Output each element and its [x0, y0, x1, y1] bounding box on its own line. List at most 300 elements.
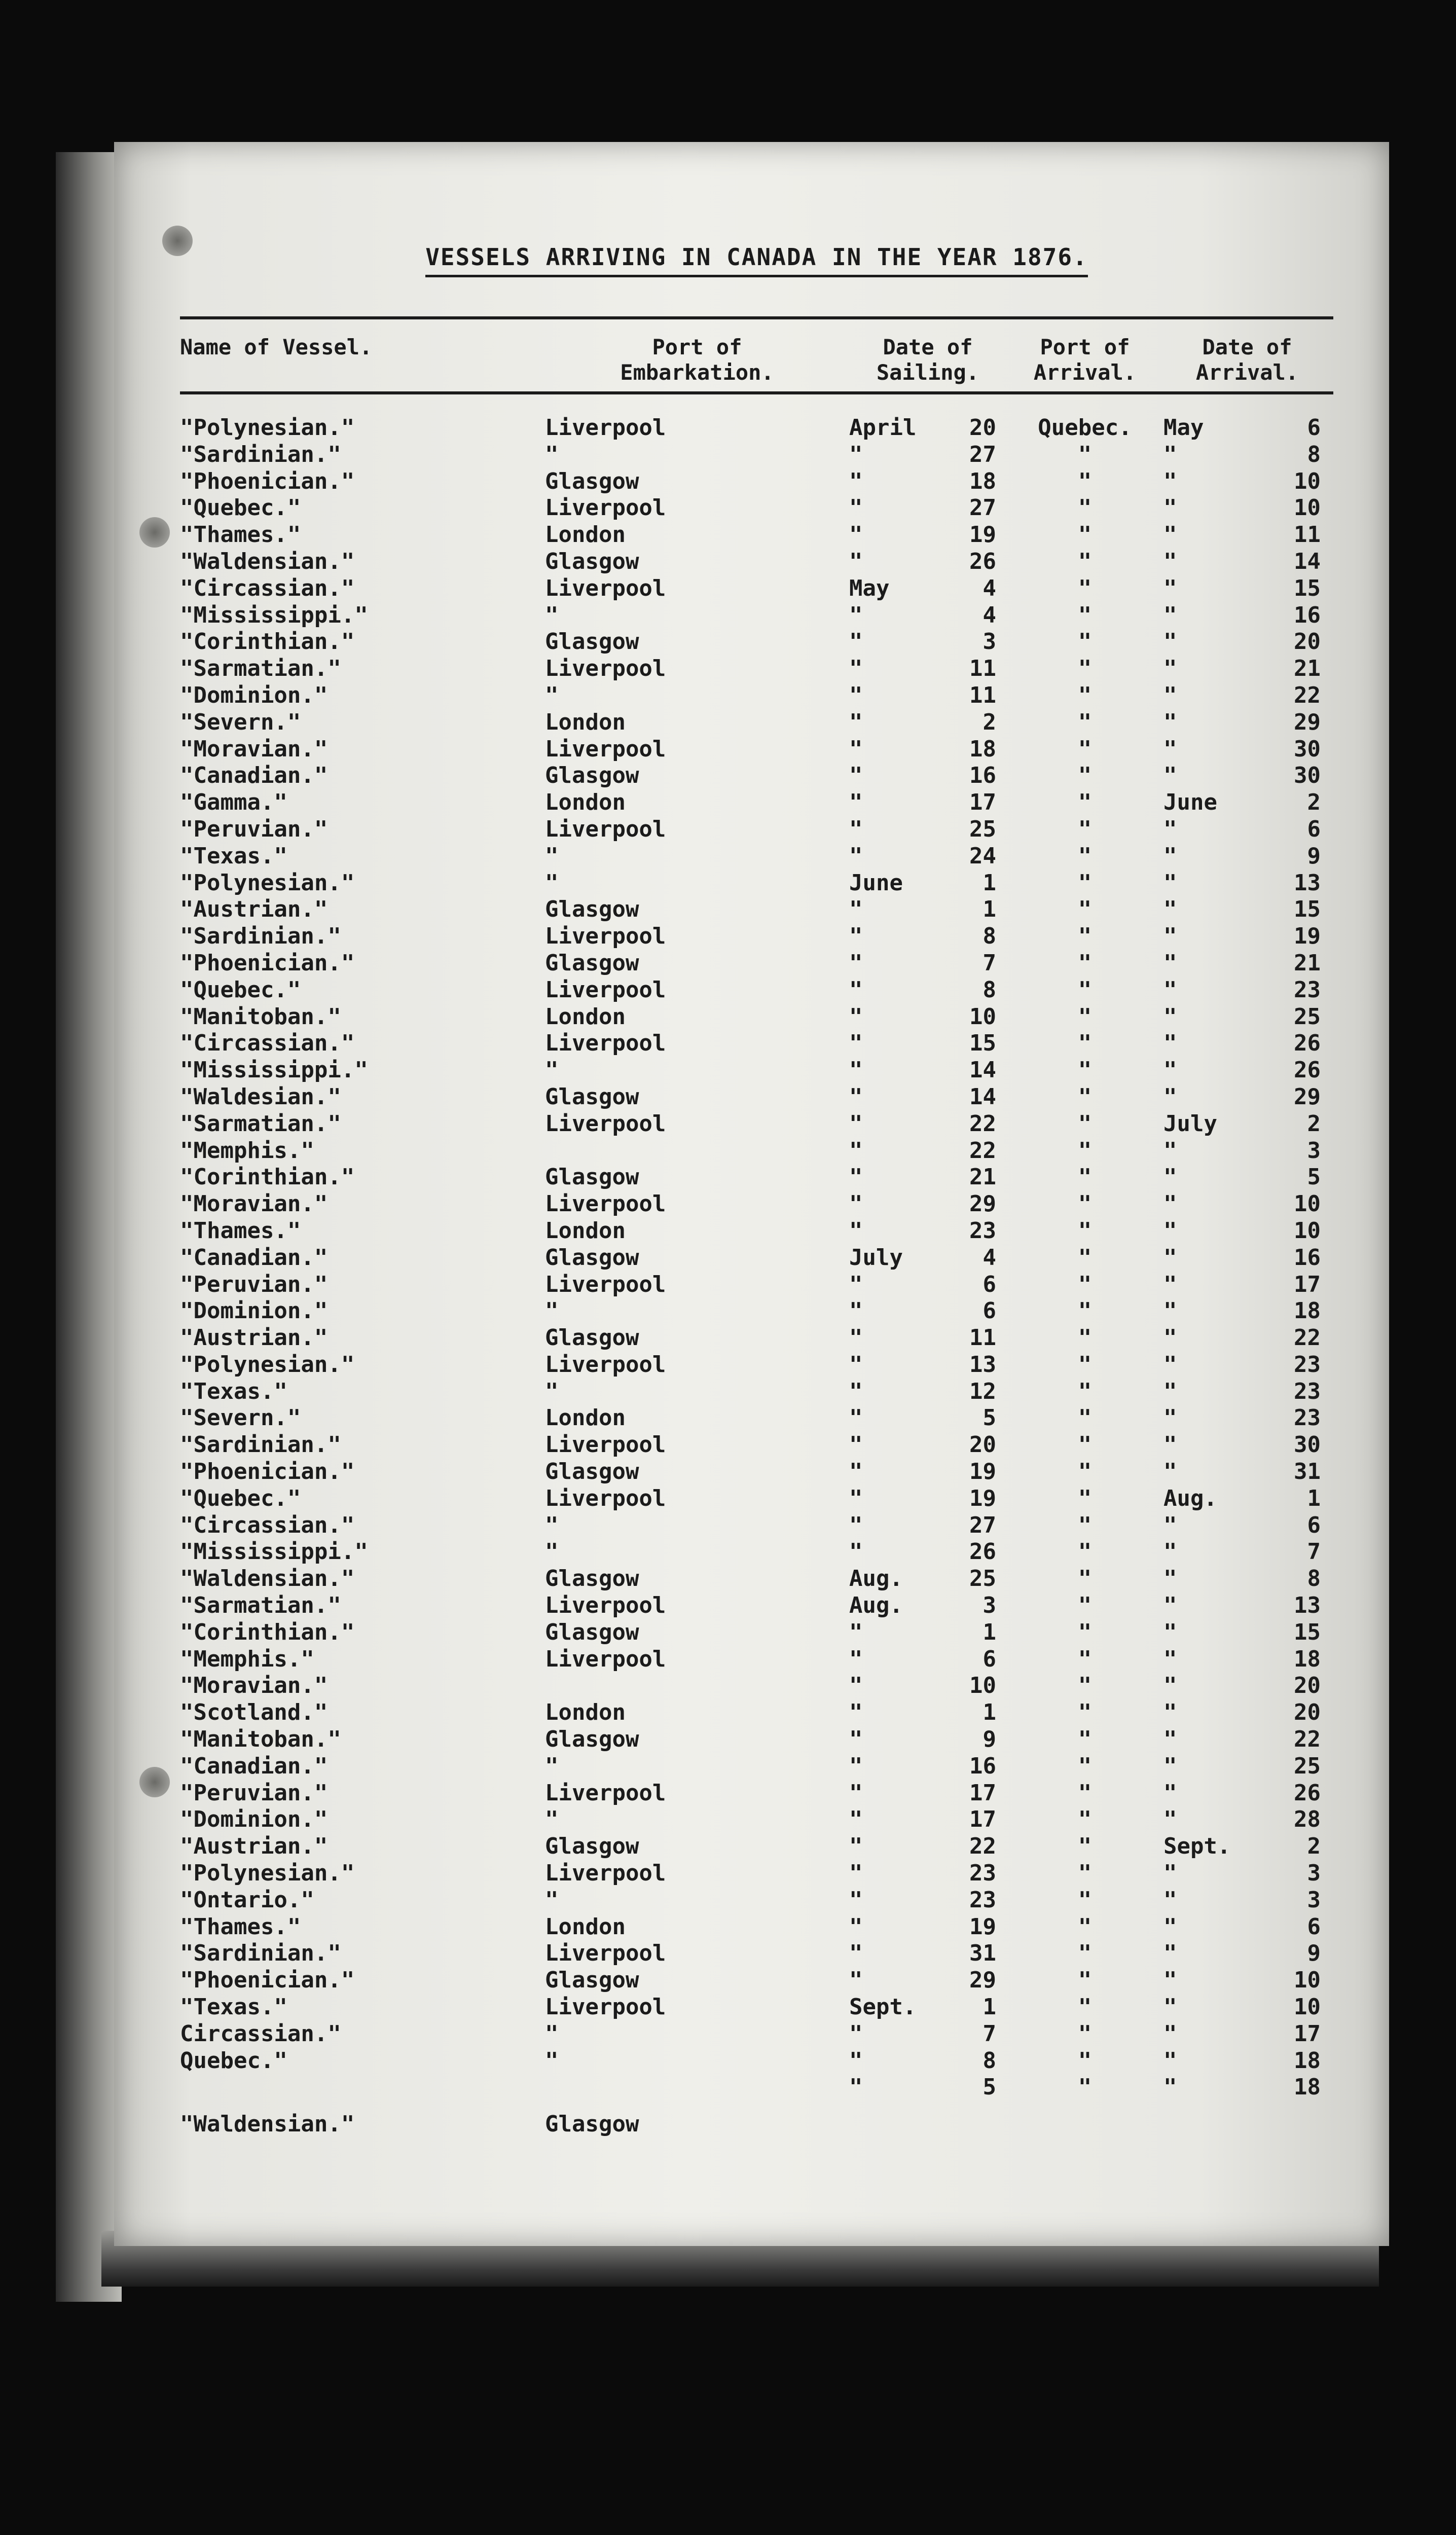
date-sailing	[849, 1379, 1006, 1405]
date-arrival	[1163, 1030, 1331, 1057]
port-embarkation: London	[545, 1217, 626, 1244]
table-row	[180, 602, 1333, 629]
date-arrival	[1163, 1619, 1331, 1646]
sailing-month: "	[849, 1003, 863, 1030]
sailing-day: 23	[969, 1887, 996, 1913]
date-arrival	[1163, 1994, 1331, 2021]
arrival-month: "	[1163, 1325, 1177, 1351]
port-embarkation: Glasgow	[545, 1325, 639, 1351]
vessel-name: "Sarmatian."	[180, 1110, 341, 1137]
port-embarkation: Glasgow	[545, 1459, 639, 1485]
port-arrival: "	[1078, 1967, 1092, 1994]
date-sailing	[849, 442, 1006, 468]
arrival-month: "	[1163, 1512, 1177, 1538]
sailing-month: "	[849, 1405, 863, 1431]
port-embarkation: "	[545, 1298, 559, 1324]
date-arrival	[1163, 1272, 1331, 1298]
table-row	[180, 1405, 1333, 1432]
port-arrival: "	[1078, 816, 1092, 842]
arrival-month: "	[1163, 2074, 1177, 2101]
arrival-month: "	[1163, 656, 1177, 682]
arrival-day: 11	[1294, 522, 1321, 548]
arrival-day: 8	[1307, 1566, 1321, 1592]
date-arrival	[1163, 442, 1331, 468]
sailing-month: "	[849, 1271, 863, 1297]
port-embarkation: "	[545, 1539, 559, 1565]
port-arrival: "	[1078, 1592, 1092, 1619]
port-embarkation	[545, 1673, 849, 1699]
port-arrival: "	[1078, 1432, 1092, 1458]
punch-hole	[139, 517, 170, 548]
date-arrival	[1163, 1004, 1331, 1031]
sailing-month: "	[849, 1887, 863, 1913]
sailing-month	[849, 2111, 951, 2138]
vessel-name: "Corinthian."	[180, 629, 355, 655]
vessel-name: Quebec."	[180, 2047, 287, 2074]
sailing-month: "	[849, 2047, 863, 2074]
vessel-name: "Memphis."	[180, 1137, 314, 1164]
sailing-day: 24	[969, 843, 996, 869]
port-embarkation: "	[545, 682, 559, 708]
vessel-name: "Phoenician."	[180, 1459, 355, 1485]
arrival-month: "	[1163, 1164, 1177, 1190]
sailing-month: "	[849, 1083, 863, 1110]
arrival-day: 6	[1307, 816, 1321, 842]
date-arrival	[1163, 1860, 1331, 1887]
sailing-day: 19	[969, 1459, 996, 1485]
arrival-month: June	[1163, 789, 1217, 816]
vessel-name: "Austrian."	[180, 1833, 328, 1860]
sailing-month: "	[849, 1164, 863, 1190]
arrival-month: "	[1163, 1378, 1177, 1404]
port-arrival: "	[1078, 548, 1092, 574]
arrival-month: "	[1163, 1432, 1177, 1458]
arrival-month: "	[1163, 629, 1177, 655]
table-row	[180, 415, 1333, 442]
sailing-day: 5	[982, 1405, 996, 1431]
vessel-name: "Waldesian."	[180, 1083, 341, 1110]
date-arrival	[1163, 549, 1331, 575]
arrival-day: 5	[1307, 1164, 1321, 1190]
sailing-month: "	[849, 1806, 863, 1833]
port-arrival: "	[1078, 2020, 1092, 2047]
vessel-name: "Peruvian."	[180, 1780, 328, 1806]
arrival-day: 29	[1294, 709, 1321, 735]
port-arrival: "	[1078, 1646, 1092, 1672]
table-row	[180, 575, 1333, 602]
arrival-month: "	[1163, 1860, 1177, 1887]
sailing-day: 17	[969, 1780, 996, 1806]
port-embarkation: Liverpool	[545, 1191, 666, 1217]
port-arrival: "	[1078, 1753, 1092, 1779]
date-sailing	[849, 870, 1006, 897]
table-row	[180, 1646, 1333, 1673]
date-arrival	[1163, 1432, 1331, 1459]
port-embarkation: Liverpool	[545, 976, 666, 1003]
date-sailing	[849, 575, 1006, 602]
date-arrival	[1163, 629, 1331, 656]
arrival-month: "	[1163, 1673, 1177, 1699]
port-embarkation: Glasgow	[545, 2111, 639, 2138]
table-row	[180, 1699, 1333, 1726]
arrival-day: 17	[1294, 2020, 1321, 2047]
date-sailing	[849, 1780, 1006, 1807]
sailing-day: 6	[982, 1271, 996, 1297]
title-text: VESSELS ARRIVING IN CANADA IN THE YEAR 1876.	[425, 243, 1088, 277]
arrival-month: "	[1163, 495, 1177, 521]
sailing-month: "	[849, 1967, 863, 1994]
date-sailing	[849, 2111, 1006, 2138]
date-arrival	[1163, 1057, 1331, 1084]
table-row	[180, 1940, 1333, 1967]
table-row	[180, 1352, 1333, 1379]
vessel-name: "Scotland."	[180, 1699, 328, 1726]
date-arrival	[1163, 1726, 1331, 1753]
header-date-sailing: Date of Sailing.	[876, 335, 979, 385]
port-embarkation: Liverpool	[545, 1110, 666, 1137]
sailing-month: "	[849, 441, 863, 467]
vessel-name: "Mississippi."	[180, 1539, 368, 1565]
sailing-day: 8	[982, 976, 996, 1003]
arrival-month: "	[1163, 950, 1177, 976]
table-row	[180, 1833, 1333, 1860]
arrival-month: "	[1163, 1459, 1177, 1485]
sailing-day: 23	[969, 1217, 996, 1244]
arrival-day: 3	[1307, 1887, 1321, 1913]
sailing-day: 17	[969, 1806, 996, 1833]
arrival-month: "	[1163, 1699, 1177, 1726]
table-row	[180, 1379, 1333, 1405]
table-row	[180, 2111, 1333, 2138]
port-arrival: "	[1078, 1994, 1092, 2020]
arrival-month: "	[1163, 441, 1177, 467]
port-arrival: "	[1078, 1887, 1092, 1913]
arrival-month: "	[1163, 709, 1177, 735]
port-embarkation: London	[545, 522, 626, 548]
date-sailing	[849, 1164, 1006, 1191]
port-embarkation: "	[545, 870, 559, 896]
arrival-month: "	[1163, 923, 1177, 950]
sailing-day: 1	[982, 1699, 996, 1726]
punch-hole	[139, 1767, 170, 1797]
port-arrival: "	[1078, 2047, 1092, 2074]
port-embarkation: Liverpool	[545, 1940, 666, 1967]
table-row	[180, 789, 1333, 816]
table-row	[180, 1512, 1333, 1539]
date-sailing	[849, 2074, 1006, 2101]
arrival-day: 10	[1294, 1217, 1321, 1244]
sailing-month: "	[849, 656, 863, 682]
arrival-day: 6	[1307, 415, 1321, 441]
table-row	[180, 1806, 1333, 1833]
date-sailing	[849, 1592, 1006, 1619]
sailing-day: 3	[982, 629, 996, 655]
sailing-day	[951, 2111, 996, 2138]
port-embarkation: Glasgow	[545, 548, 639, 574]
arrival-month: "	[1163, 1994, 1177, 2020]
port-arrival: "	[1078, 950, 1092, 976]
arrival-month: "	[1163, 1030, 1177, 1057]
arrival-day: 13	[1294, 1592, 1321, 1619]
sailing-day: 1	[982, 896, 996, 923]
date-arrival	[1163, 2074, 1331, 2101]
date-sailing	[849, 977, 1006, 1004]
sailing-day: 3	[982, 1592, 996, 1619]
date-sailing	[849, 1673, 1006, 1699]
date-sailing	[849, 1191, 1006, 1218]
arrival-month: "	[1163, 1753, 1177, 1779]
port-arrival: "	[1078, 1298, 1092, 1324]
port-embarkation: "	[545, 2020, 559, 2047]
sailing-day: 11	[969, 656, 996, 682]
sailing-day: 16	[969, 1753, 996, 1779]
vessel-name: "Quebec."	[180, 1485, 301, 1511]
table-row	[180, 1539, 1333, 1566]
table-row	[180, 870, 1333, 897]
date-sailing	[849, 2048, 1006, 2075]
vessel-name: "Polynesian."	[180, 870, 355, 896]
date-sailing	[849, 1352, 1006, 1379]
sailing-day: 18	[969, 736, 996, 762]
port-arrival: "	[1078, 441, 1092, 467]
vessel-name: "Severn."	[180, 1405, 301, 1431]
sailing-day: 19	[969, 1913, 996, 1940]
port-embarkation	[545, 1138, 849, 1165]
vessel-name: "Quebec."	[180, 976, 301, 1003]
table-row	[180, 1084, 1333, 1111]
vessel-name: "Phoenician."	[180, 1967, 355, 1994]
sailing-day: 16	[969, 763, 996, 789]
arrival-day: 15	[1294, 1619, 1321, 1645]
date-sailing	[849, 1619, 1006, 1646]
port-arrival: "	[1078, 1003, 1092, 1030]
port-embarkation: Liverpool	[545, 1030, 666, 1057]
table-row	[180, 549, 1333, 575]
port-arrival: "	[1078, 1913, 1092, 1940]
arrival-month: "	[1163, 816, 1177, 842]
vessel-name: "Polynesian."	[180, 415, 355, 441]
date-sailing	[849, 1967, 1006, 1994]
page-stack-edge	[56, 152, 122, 2302]
port-arrival: "	[1078, 1833, 1092, 1860]
date-arrival	[1163, 1111, 1331, 1138]
port-embarkation: Glasgow	[545, 1967, 639, 1994]
sailing-month: "	[849, 923, 863, 950]
sailing-month: June	[849, 870, 903, 896]
sailing-month: "	[849, 1940, 863, 1967]
header-vessel: Name of Vessel.	[180, 335, 373, 359]
port-embarkation: "	[545, 441, 559, 467]
date-arrival	[1163, 1084, 1331, 1111]
arrival-day: 15	[1294, 575, 1321, 601]
vessel-name: "Canadian."	[180, 1244, 328, 1271]
sailing-month: "	[849, 1913, 863, 1940]
port-embarkation: Liverpool	[545, 736, 666, 762]
port-arrival: "	[1078, 1806, 1092, 1833]
date-arrival	[1163, 896, 1331, 923]
table-row	[180, 1325, 1333, 1352]
vessel-name: "Thames."	[180, 1913, 301, 1940]
port-embarkation: Liverpool	[545, 1432, 666, 1458]
arrival-month: "	[1163, 1592, 1177, 1619]
date-sailing	[849, 522, 1006, 549]
date-sailing	[849, 1833, 1006, 1860]
port-arrival: "	[1078, 1030, 1092, 1057]
port-arrival: "	[1078, 682, 1092, 708]
port-embarkation: "	[545, 1512, 559, 1538]
date-sailing	[849, 1111, 1006, 1138]
sailing-day: 5	[982, 2074, 996, 2101]
table-row	[180, 468, 1333, 495]
sailing-day: 18	[969, 468, 996, 494]
arrival-month: "	[1163, 1913, 1177, 1940]
port-embarkation: London	[545, 1699, 626, 1726]
port-embarkation: Liverpool	[545, 1592, 666, 1619]
sailing-month: "	[849, 1459, 863, 1485]
date-sailing	[849, 1272, 1006, 1298]
port-embarkation: Glasgow	[545, 763, 639, 789]
sailing-month: "	[849, 1539, 863, 1565]
table-row	[180, 1245, 1333, 1272]
arrival-month: May	[1163, 415, 1204, 441]
table-row	[180, 977, 1333, 1004]
port-embarkation: Glasgow	[545, 468, 639, 494]
port-arrival: "	[1078, 468, 1092, 494]
arrival-day: 29	[1294, 1083, 1321, 1110]
date-arrival	[1163, 736, 1331, 763]
header-date-arrival: Date of Arrival.	[1195, 335, 1299, 385]
date-arrival	[1163, 2111, 1331, 2138]
vessel-name: "Waldensian."	[180, 548, 355, 574]
date-sailing	[849, 1699, 1006, 1726]
sailing-month: "	[849, 1699, 863, 1726]
date-sailing	[849, 1084, 1006, 1111]
date-sailing	[849, 923, 1006, 950]
port-arrival: "	[1078, 1110, 1092, 1137]
sailing-day: 29	[969, 1191, 996, 1217]
date-sailing	[849, 709, 1006, 736]
port-arrival: "	[1078, 1699, 1092, 1726]
date-arrival	[1163, 1780, 1331, 1807]
port-arrival: "	[1078, 843, 1092, 869]
date-arrival	[1163, 1138, 1331, 1165]
sailing-day: 27	[969, 441, 996, 467]
arrival-day: 18	[1294, 2074, 1321, 2101]
port-arrival: "	[1078, 1351, 1092, 1378]
arrival-month: "	[1163, 1271, 1177, 1297]
arrival-day: 2	[1307, 789, 1321, 816]
port-arrival: "	[1078, 923, 1092, 950]
sailing-day: 4	[982, 1244, 996, 1271]
sailing-day: 26	[969, 548, 996, 574]
table-row	[180, 656, 1333, 682]
date-sailing	[849, 549, 1006, 575]
port-embarkation: Liverpool	[545, 656, 666, 682]
port-arrival: "	[1078, 2074, 1092, 2101]
arrival-day: 1	[1307, 1485, 1321, 1511]
arrival-month: "	[1163, 896, 1177, 923]
arrival-day: 22	[1294, 1325, 1321, 1351]
table-row	[180, 1191, 1333, 1218]
sailing-day: 8	[982, 2047, 996, 2074]
arrival-day: 10	[1294, 1994, 1321, 2020]
port-embarkation: "	[545, 843, 559, 869]
date-sailing	[849, 1057, 1006, 1084]
arrival-month: "	[1163, 1967, 1177, 1994]
port-embarkation: "	[545, 1057, 559, 1083]
port-arrival: "	[1078, 656, 1092, 682]
date-sailing	[849, 1806, 1006, 1833]
arrival-day: 23	[1294, 1405, 1321, 1431]
sailing-month: "	[849, 709, 863, 735]
vessel-name: "Quebec."	[180, 495, 301, 521]
table-row	[180, 1298, 1333, 1325]
table-row	[180, 2021, 1333, 2048]
vessel-name: "Polynesian."	[180, 1860, 355, 1887]
date-arrival	[1163, 789, 1331, 816]
date-sailing	[849, 682, 1006, 709]
port-arrival: "	[1078, 1566, 1092, 1592]
sailing-day: 23	[969, 1860, 996, 1887]
port-embarkation: Liverpool	[545, 575, 666, 601]
arrival-day: 6	[1307, 1913, 1321, 1940]
port-embarkation: Glasgow	[545, 1566, 639, 1592]
arrival-month: "	[1163, 575, 1177, 601]
arrival-day: 21	[1294, 656, 1321, 682]
table-row	[180, 843, 1333, 870]
date-arrival	[1163, 2021, 1331, 2048]
port-arrival: "	[1078, 495, 1092, 521]
table-row	[180, 1566, 1333, 1592]
vessel-name: "Waldensian."	[180, 1566, 355, 1592]
sailing-day: 10	[969, 1673, 996, 1699]
date-arrival	[1163, 1459, 1331, 1486]
arrival-day: 2	[1307, 1833, 1321, 1860]
sailing-month: "	[849, 495, 863, 521]
vessel-name: "Moravian."	[180, 736, 328, 762]
date-sailing	[849, 1726, 1006, 1753]
sailing-day: 27	[969, 495, 996, 521]
sailing-month: "	[849, 468, 863, 494]
port-arrival: "	[1078, 736, 1092, 762]
table-row	[180, 736, 1333, 763]
arrival-day: 3	[1307, 1860, 1321, 1887]
port-embarkation: "	[545, 1753, 559, 1779]
table-row	[180, 2048, 1333, 2075]
vessel-name: "Moravian."	[180, 1191, 328, 1217]
port-embarkation: Liverpool	[545, 816, 666, 842]
arrival-month: "	[1163, 736, 1177, 762]
port-arrival: "	[1078, 1083, 1092, 1110]
sailing-month: "	[849, 1137, 863, 1164]
arrival-day: 14	[1294, 548, 1321, 574]
arrival-month: "	[1163, 468, 1177, 494]
date-arrival	[1163, 816, 1331, 843]
table-row	[180, 896, 1333, 923]
sailing-month: "	[849, 1619, 863, 1645]
date-arrival	[1163, 709, 1331, 736]
table-row	[180, 1218, 1333, 1245]
sailing-month: "	[849, 1298, 863, 1324]
sailing-day: 7	[982, 950, 996, 976]
arrival-day: 9	[1307, 843, 1321, 869]
port-embarkation: London	[545, 1405, 626, 1431]
sailing-day: 4	[982, 602, 996, 628]
date-arrival	[1163, 682, 1331, 709]
port-arrival: "	[1078, 1137, 1092, 1164]
port-arrival: "	[1078, 870, 1092, 896]
sailing-day: 26	[969, 1539, 996, 1565]
